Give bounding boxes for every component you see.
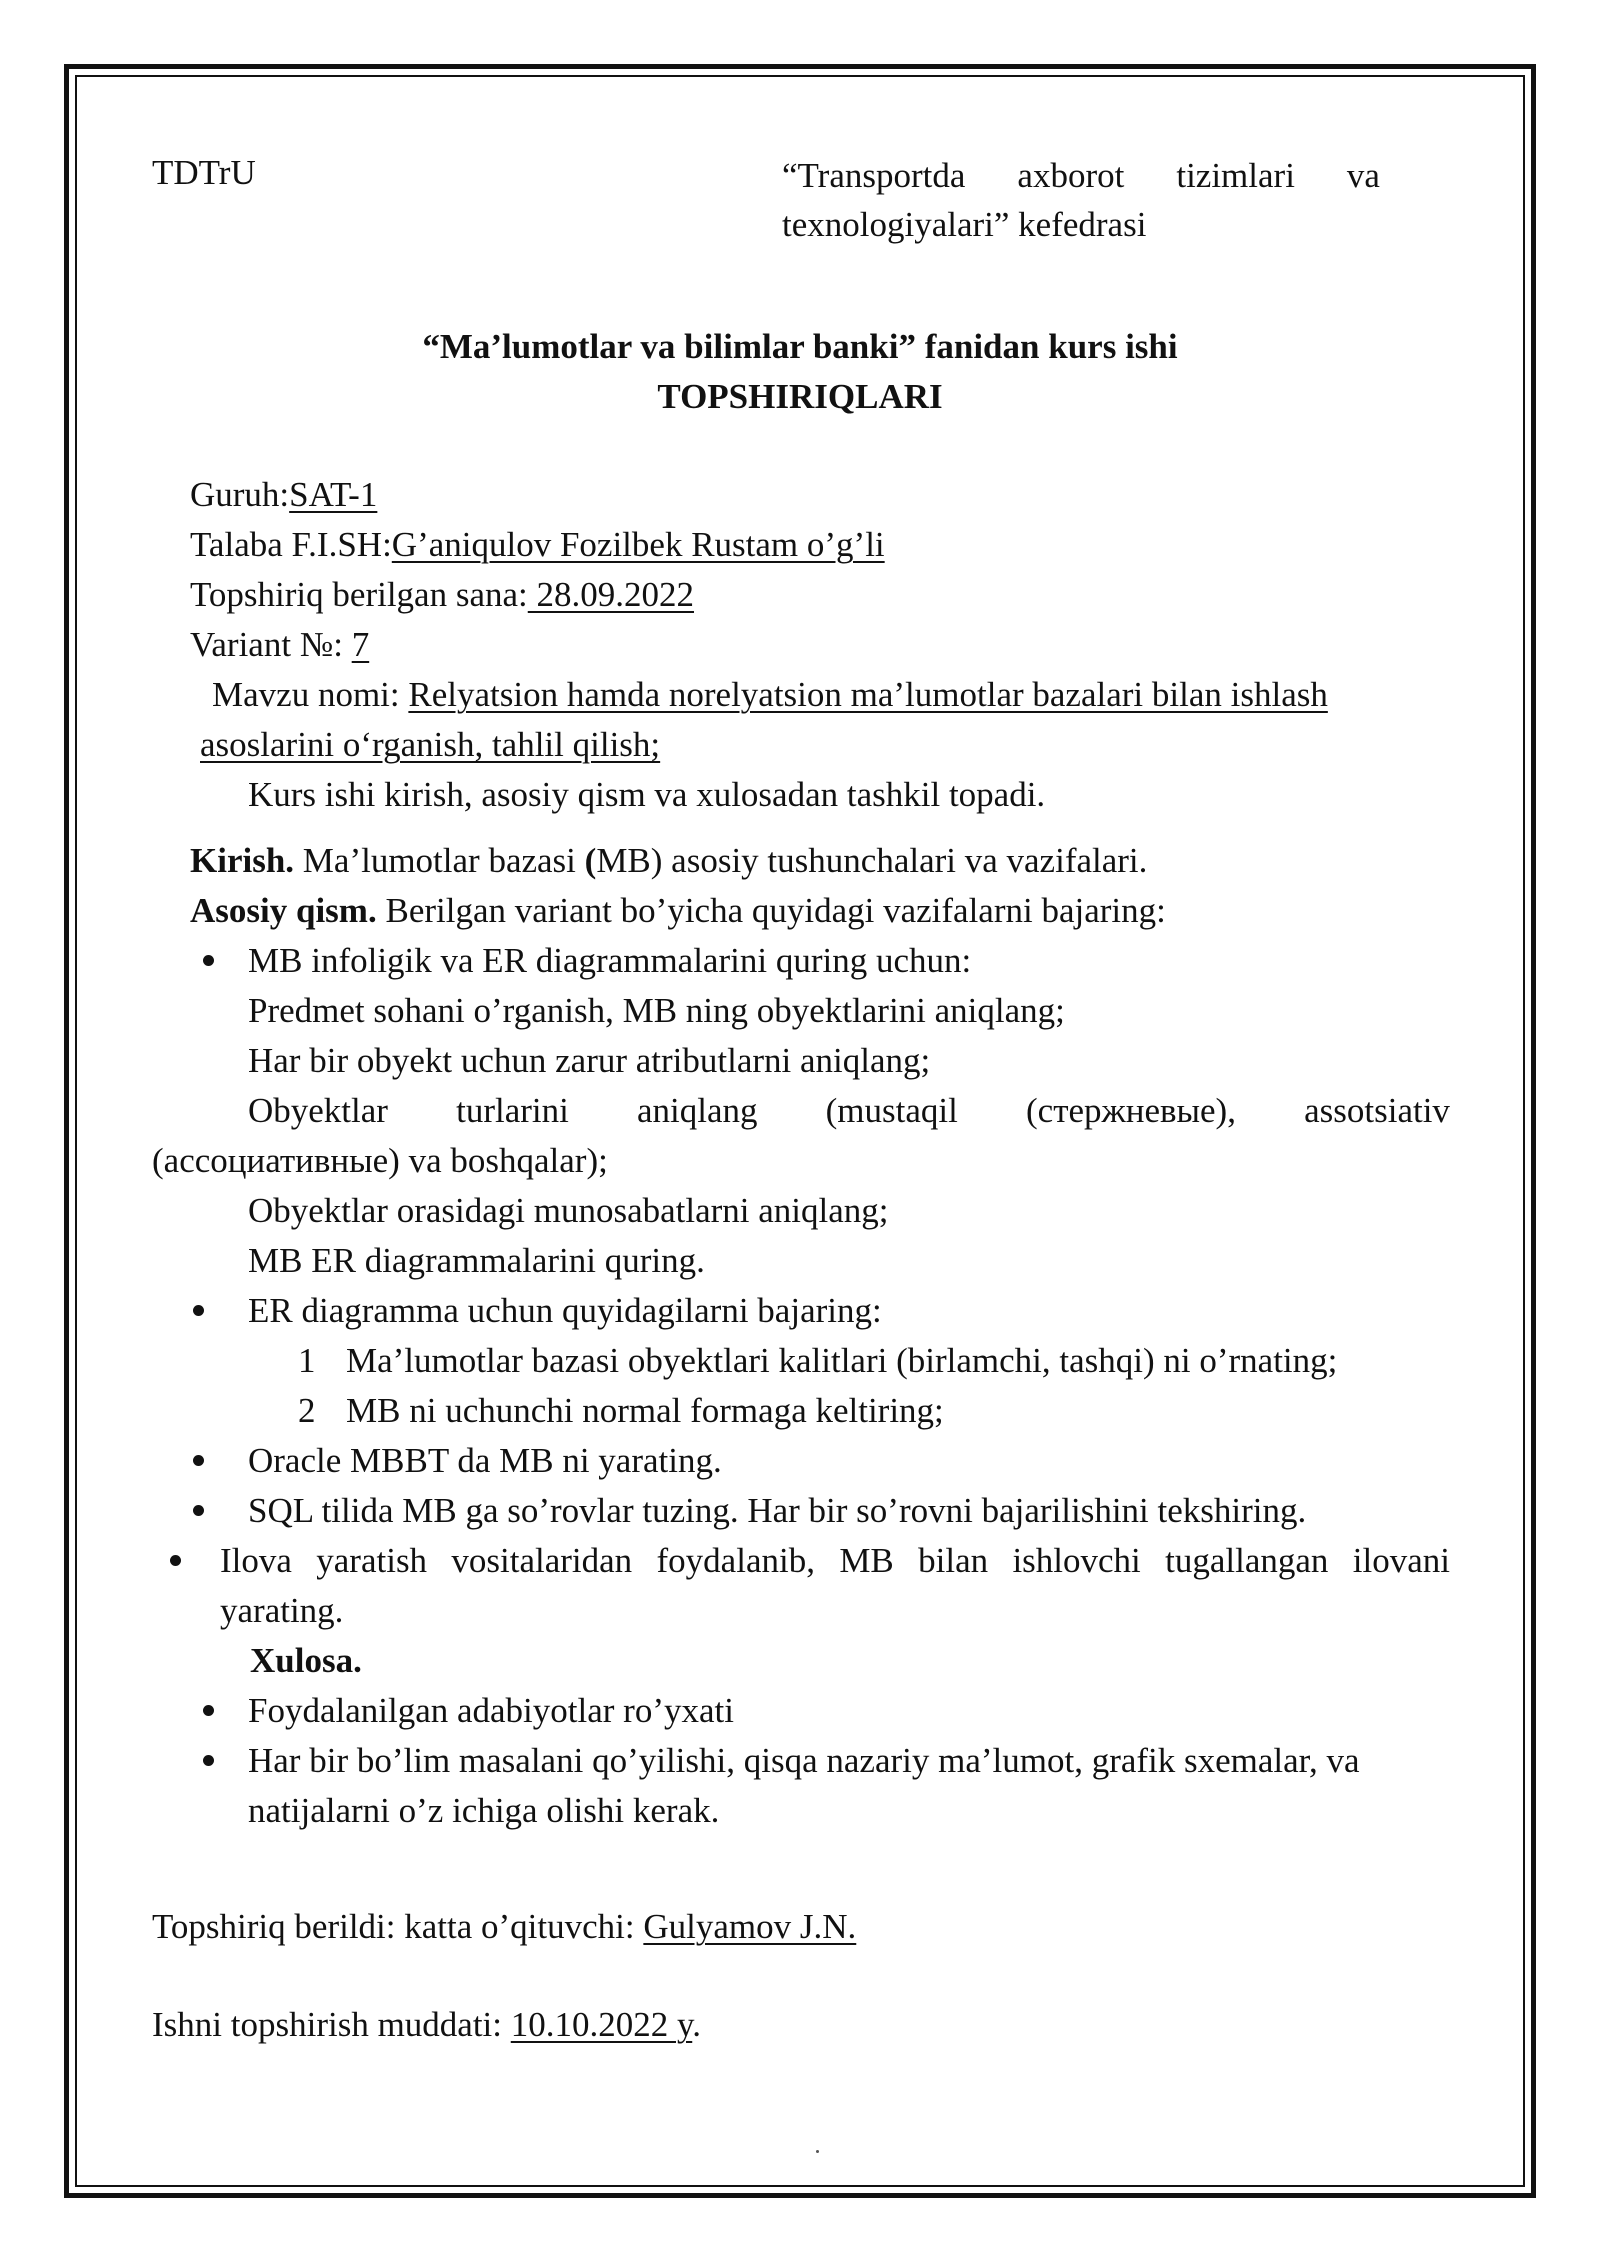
- main-text: Berilgan variant bo’yicha quyidagi vazifalarni bajaring:: [376, 891, 1166, 930]
- department-line-1: [782, 151, 1380, 201]
- task-sub-3-word: (стержневые),: [1026, 1091, 1236, 1130]
- conclusion-bullet-2-continued: natijalarni o’z ichiga olishi kerak.: [248, 1791, 720, 1830]
- bullet-dot: [203, 955, 214, 966]
- task-bullet-5-word: Ilova: [220, 1541, 292, 1580]
- task-bullet-5-word: foydalanib,: [656, 1541, 815, 1580]
- student-value: G’aniqulov Fozilbek Rustam o’g’li: [391, 525, 885, 564]
- task-bullet-5-word: ishlovchi: [1012, 1541, 1141, 1580]
- teacher-name: Gulyamov J.N.: [643, 1907, 857, 1946]
- student-row: [190, 520, 885, 570]
- structure-note: Kurs ishi kirish, asosiy qism va xulosadan tashkil topadi.: [248, 775, 1046, 814]
- deadline-value: 10.10.2022 y: [510, 2005, 693, 2044]
- variant-row: [190, 620, 369, 670]
- intro-paren: (: [584, 841, 597, 880]
- task-sub-1: Predmet sohani o’rganish, MB ning obyektlarini aniqlang;: [248, 991, 1065, 1030]
- deadline-label: Ishni topshirish muddati:: [152, 2005, 511, 2044]
- student-label: Talaba F.I.SH:: [190, 525, 392, 564]
- assigned-by-row: [152, 1902, 856, 1952]
- date-value: 28.09.2022: [527, 575, 694, 614]
- task-bullet-5: [220, 1536, 1450, 1586]
- bullet-dot: [170, 1555, 181, 1566]
- task-sub-3-word: assotsiativ: [1304, 1091, 1450, 1130]
- department-word: axborot: [1017, 156, 1125, 195]
- task-sub-5: MB ER diagrammalarini quring.: [248, 1241, 705, 1280]
- group-label: Guruh:: [190, 475, 290, 514]
- bullet-dot: [203, 1705, 214, 1716]
- main-paragraph: [190, 886, 1166, 936]
- group-value: SAT-1: [289, 475, 378, 514]
- conclusion-label: Xulosa.: [250, 1641, 362, 1680]
- department-word: tizimlari: [1176, 156, 1295, 195]
- numbered-item-1-number: 1: [298, 1341, 316, 1380]
- variant-label: Variant №:: [190, 625, 352, 664]
- variant-value: 7: [351, 625, 370, 664]
- department-word: va: [1346, 156, 1380, 195]
- date-row: [190, 570, 694, 620]
- topic-value: Relyatsion hamda norelyatsion ma’lumotlar bazalari bilan ishlash: [408, 675, 1328, 714]
- task-sub-4: Obyektlar orasidagi munosabatlarni aniqlang;: [248, 1191, 889, 1230]
- task-sub-3: [248, 1086, 1450, 1136]
- deadline-row: [152, 2000, 701, 2050]
- task-bullet-5-word: MB: [839, 1541, 894, 1580]
- numbered-item-1: Ma’lumotlar bazasi obyektlari kalitlari (birlamchi, tashqi) ni o’rnating;: [346, 1341, 1338, 1380]
- group-row: [190, 470, 377, 520]
- task-bullet-4: SQL tilida MB ga so’rovlar tuzing. Har bir so’rovni bajarilishini tekshiring.: [248, 1491, 1307, 1530]
- task-bullet-2: ER diagramma uchun quyidagilarni bajaring:: [248, 1291, 882, 1330]
- numbered-item-2: MB ni uchunchi normal formaga keltiring;: [346, 1391, 944, 1430]
- bullet-dot: [193, 1505, 204, 1516]
- topic-value-continued: asoslarini o‘rganish, tahlil qilish;: [200, 725, 661, 764]
- task-sub-3-continued: (ассоциативные) va boshqalar);: [152, 1141, 608, 1180]
- task-bullet-5-word: ilovani: [1352, 1541, 1450, 1580]
- assigned-by-label: Topshiriq berildi: katta o’qituvchi:: [152, 1907, 644, 1946]
- numbered-item-2-number: 2: [298, 1391, 316, 1430]
- task-bullet-5-word: tugallangan: [1165, 1541, 1329, 1580]
- task-sub-3-word: turlarini: [456, 1091, 569, 1130]
- bullet-dot: [193, 1305, 204, 1316]
- intro-label: Kirish.: [190, 841, 295, 880]
- intro-paragraph: [190, 836, 1147, 886]
- department-line-2: texnologiyalari” kefedrasi: [782, 205, 1147, 244]
- task-sub-3-word: Obyektlar: [248, 1091, 388, 1130]
- page-mark: [816, 2150, 819, 2153]
- main-label: Asosiy qism.: [190, 891, 377, 930]
- task-sub-3-word: (mustaqil: [825, 1091, 958, 1130]
- task-bullet-5-continued: yarating.: [220, 1591, 344, 1630]
- date-label: Topshiriq berilgan sana:: [190, 575, 528, 614]
- task-bullet-1: MB infoligik va ER diagrammalarini quring uchun:: [248, 941, 972, 980]
- document-title: “Ma’lumotlar va bilimlar banki” fanidan kurs ishi: [422, 327, 1178, 366]
- task-bullet-5-word: yaratish: [316, 1541, 428, 1580]
- task-sub-3-word: aniqlang: [636, 1091, 758, 1130]
- conclusion-bullet-2: Har bir bo’lim masalani qo’yilishi, qisqa nazariy ma’lumot, grafik sxemalar, va: [248, 1741, 1360, 1780]
- topic-label: Mavzu nomi:: [212, 675, 409, 714]
- bullet-dot: [193, 1455, 204, 1466]
- topic-row: [212, 670, 1328, 720]
- task-sub-2: Har bir obyekt uchun zarur atributlarni aniqlang;: [248, 1041, 931, 1080]
- task-bullet-5-word: bilan: [918, 1541, 989, 1580]
- document-subtitle: TOPSHIRIQLARI: [657, 377, 943, 416]
- intro-text-rest: MB) asosiy tushunchalari va vazifalari.: [596, 841, 1148, 880]
- deadline-period: .: [692, 2005, 701, 2044]
- university-abbr: TDTrU: [152, 153, 256, 192]
- bullet-dot: [203, 1755, 214, 1766]
- conclusion-bullet-1: Foydalanilgan adabiyotlar ro’yxati: [248, 1691, 734, 1730]
- task-bullet-3: Oracle MBBT da MB ni yarating.: [248, 1441, 722, 1480]
- intro-text: Ma’lumotlar bazasi: [294, 841, 585, 880]
- task-bullet-5-word: vositalaridan: [451, 1541, 633, 1580]
- department-word: “Transportda: [782, 156, 966, 195]
